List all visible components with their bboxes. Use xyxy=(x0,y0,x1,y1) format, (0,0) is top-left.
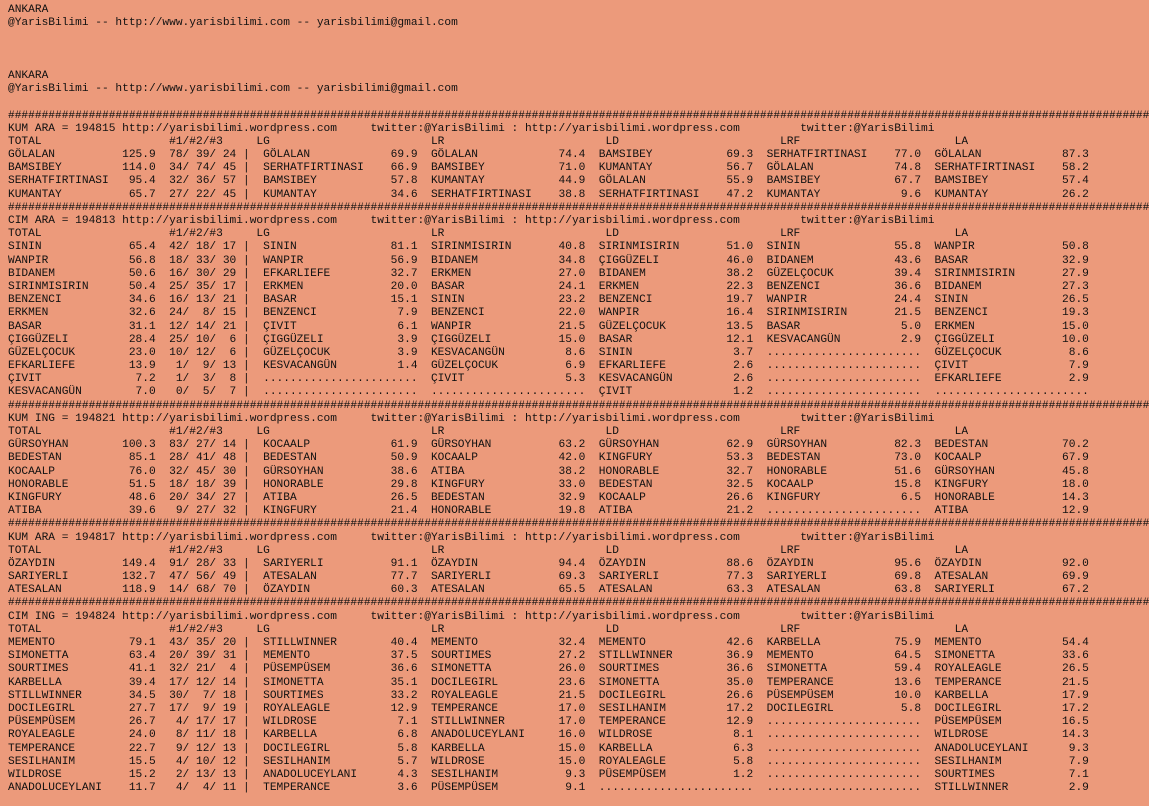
column-header-row: TOTAL #1/#2/#3 LG LR LD LRF LA xyxy=(8,426,969,438)
table-row: DOCILEGIRL 27.7 17/ 9/ 19 | ROYALEAGLE 12.9 TEMPERANCE 17.0 SESILHANIM 17.2 DOCILEGIRL 5.8 DOCILEGIRL 17.2 xyxy=(8,702,1089,715)
section-divider: ########################################################################################################################################################################## xyxy=(8,109,1149,122)
section-divider: ########################################################################################################################################################################## xyxy=(8,518,1149,531)
site-info-line: @YarisBilimi -- http://www.yarisbilimi.com -- yarisbilimi@gmail.com xyxy=(8,83,458,96)
table-row: BENZENCI 34.6 16/ 13/ 21 | BASAR 15.1 SININ 23.2 BENZENCI 19.7 WANPIR 24.4 SININ 26.5 xyxy=(8,294,1089,307)
table-row: SIMONETTA 63.4 20/ 39/ 31 | MEMENTO 37.5 SOURTIMES 27.2 STILLWINNER 36.9 MEMENTO 64.5 SIMONETTA 33.6 xyxy=(8,650,1089,663)
race-header: KUM ARA = 194817 http://yarisbilimi.wordpress.com twitter:@YarisBilimi : http://yarisbilimi.wordpress.com twitter:@YarisBilimi xyxy=(8,531,935,544)
table-row: SININ 65.4 42/ 18/ 17 | SININ 81.1 SIRINMISIRIN 40.8 SIRINMISIRIN 51.0 SININ 55.8 WANPIR 50.8 xyxy=(8,241,1089,254)
column-header-row: TOTAL #1/#2/#3 LG LR LD LRF LA xyxy=(8,135,969,148)
table-row: ROYALEAGLE 24.0 8/ 11/ 18 | KARBELLA 6.8 ANADOLUCEYLANI 16.0 WILDROSE 8.1 ....................... WILDROSE 14.3 xyxy=(8,729,1089,742)
blank-line xyxy=(8,30,1024,43)
section-divider: ########################################################################################################################################################################## xyxy=(8,201,1149,214)
race-header: CIM ING = 194824 http://yarisbilimi.wordpress.com twitter:@YarisBilimi : http://yarisbilimi.wordpress.com twitter:@YarisBilimi xyxy=(8,610,935,623)
table-row: ANADOLUCEYLANI 11.7 4/ 4/ 11 | TEMPERANCE 3.6 PÜSEMPÜSEM 9.1 ....................... ....................... STILLWINNER 2.9 xyxy=(8,782,1089,795)
table-row: TEMPERANCE 22.7 9/ 12/ 13 | DOCILEGIRL 5.8 KARBELLA 15.0 KARBELLA 6.3 ....................... ANADOLUCEYLANI 9.3 xyxy=(8,742,1089,755)
table-row: GÜRSOYHAN 100.3 83/ 27/ 14 | KOCAALP 61.9 GÜRSOYHAN 63.2 GÜRSOYHAN 62.9 GÜRSOYHAN 82.3 BEDESTAN 70.2 xyxy=(8,439,1089,452)
table-row: BEDESTAN 85.1 28/ 41/ 48 | BEDESTAN 50.9 KOCAALP 42.0 KINGFURY 53.3 BEDESTAN 73.0 KOCAALP 67.9 xyxy=(8,452,1089,465)
table-row: SERHATFIRTINASI 95.4 32/ 36/ 57 | BAMSIBEY 57.8 KUMANTAY 44.9 GÖLALAN 55.9 BAMSIBEY 67.7 BAMSIBEY 57.4 xyxy=(8,175,1089,188)
blank-line xyxy=(8,44,1024,57)
table-row: EFKARLIEFE 13.9 1/ 9/ 13 | KESVACANGÜN 1.4 GÜZELÇOCUK 6.9 EFKARLIEFE 2.6 ....................... ÇIVIT 7.9 xyxy=(8,360,1089,373)
table-row: KARBELLA 39.4 17/ 12/ 14 | SIMONETTA 35.1 DOCILEGIRL 23.6 SIMONETTA 35.0 TEMPERANCE 13.6 TEMPERANCE 21.5 xyxy=(8,676,1089,689)
site-info-line: @YarisBilimi -- http://www.yarisbilimi.com -- yarisbilimi@gmail.com xyxy=(8,17,458,30)
table-row: GÜZELÇOCUK 23.0 10/ 12/ 6 | GÜZELÇOCUK 3.9 KESVACANGÜN 8.6 SININ 3.7 ....................... GÜZELÇOCUK 8.6 xyxy=(8,346,1089,359)
column-header-row: TOTAL #1/#2/#3 LG LR LD LRF LA xyxy=(8,228,969,241)
table-row: PÜSEMPÜSEM 26.7 4/ 17/ 17 | WILDROSE 7.1 STILLWINNER 17.0 TEMPERANCE 12.9 ....................... PÜSEMPÜSEM 16.5 xyxy=(8,716,1089,729)
table-row: STILLWINNER 34.5 30/ 7/ 18 | SOURTIMES 33.2 ROYALEAGLE 21.5 DOCILEGIRL 26.6 PÜSEMPÜSEM 10.0 KARBELLA 17.9 xyxy=(8,689,1089,702)
section-divider: ########################################################################################################################################################################## xyxy=(8,399,1149,412)
city-title: ANKARA xyxy=(8,4,49,16)
table-row: ÇIVIT 7.2 1/ 3/ 8 | ....................... ÇIVIT 5.3 KESVACANGÜN 2.6 ....................... EFKARLIEFE 2.9 xyxy=(8,373,1089,386)
blank-line xyxy=(8,96,1024,109)
table-row: ERKMEN 32.6 24/ 8/ 15 | BENZENCI 7.9 BENZENCI 22.0 WANPIR 16.4 SIRINMISIRIN 21.5 BENZENCI 19.3 xyxy=(8,307,1089,320)
table-row: KOCAALP 76.0 32/ 45/ 30 | GÜRSOYHAN 38.6 ATIBA 38.2 HONORABLE 32.7 HONORABLE 51.6 GÜRSOYHAN 45.8 xyxy=(8,465,1089,478)
table-row: BASAR 31.1 12/ 14/ 21 | ÇIVIT 6.1 WANPIR 21.5 GÜZELÇOCUK 13.5 BASAR 5.0 ERKMEN 15.0 xyxy=(8,320,1089,333)
race-header: CIM ARA = 194813 http://yarisbilimi.wordpress.com twitter:@YarisBilimi : http://yarisbilimi.wordpress.com twitter:@YarisBilimi xyxy=(8,215,935,227)
table-row: BIDANEM 50.6 16/ 30/ 29 | EFKARLIEFE 32.7 ERKMEN 27.0 BIDANEM 38.2 GÜZELÇOCUK 39.4 SIRINMISIRIN 27.9 xyxy=(8,267,1089,280)
table-row: KUMANTAY 65.7 27/ 22/ 45 | KUMANTAY 34.6 SERHATFIRTINASI 38.8 SERHATFIRTINASI 47.2 KUMANTAY 9.6 KUMANTAY 26.2 xyxy=(8,188,1089,201)
table-row: SARIYERLI 132.7 47/ 56/ 49 | ATESALAN 77.7 SARIYERLI 69.3 SARIYERLI 77.3 SARIYERLI 69.8 ATESALAN 69.9 xyxy=(8,571,1089,584)
table-row: GÖLALAN 125.9 78/ 39/ 24 | GÖLALAN 69.9 GÖLALAN 74.4 BAMSIBEY 69.3 SERHATFIRTINASI 77.0 GÖLALAN 87.3 xyxy=(8,149,1089,162)
table-row: MEMENTO 79.1 43/ 35/ 20 | STILLWINNER 40.4 MEMENTO 32.4 MEMENTO 42.6 KARBELLA 75.9 MEMENTO 54.4 xyxy=(8,637,1089,649)
column-header-row: TOTAL #1/#2/#3 LG LR LD LRF LA xyxy=(8,544,969,557)
race-header: KUM ARA = 194815 http://yarisbilimi.wordpress.com twitter:@YarisBilimi : http://yarisbilimi.wordpress.com twitter:@YarisBilimi xyxy=(8,122,935,135)
table-row: SIRINMISIRIN 50.4 25/ 35/ 17 | ERKMEN 20.0 BASAR 24.1 ERKMEN 22.3 BENZENCI 36.6 BIDANEM 27.3 xyxy=(8,280,1089,293)
race-header: KUM ING = 194821 http://yarisbilimi.wordpress.com twitter:@YarisBilimi : http://yarisbilimi.wordpress.com twitter:@YarisBilimi xyxy=(8,412,935,425)
blank-line xyxy=(8,57,1024,70)
table-row: WANPIR 56.8 18/ 33/ 30 | WANPIR 56.9 BIDANEM 34.8 ÇIGGÜZELI 46.0 BIDANEM 43.6 BASAR 32.9 xyxy=(8,254,1089,267)
table-row: ÇIGGÜZELI 28.4 25/ 10/ 6 | ÇIGGÜZELI 3.9 ÇIGGÜZELI 15.0 BASAR 12.1 KESVACANGÜN 2.9 ÇIGGÜZELI 10.0 xyxy=(8,333,1089,346)
table-row: ATIBA 39.6 9/ 27/ 32 | KINGFURY 21.4 HONORABLE 19.8 ATIBA 21.2 ....................... ATIBA 12.9 xyxy=(8,505,1089,518)
section-divider: ########################################################################################################################################################################## xyxy=(8,597,1149,610)
table-row: WILDROSE 15.2 2/ 13/ 13 | ANADOLUCEYLANI 4.3 SESILHANIM 9.3 PÜSEMPÜSEM 1.2 ....................... SOURTIMES 7.1 xyxy=(8,768,1089,781)
table-row: KESVACANGÜN 7.0 0/ 5/ 7 | ....................... ....................... ÇIVIT 1.2 ....................... ....................... xyxy=(8,386,1089,399)
column-header-row: TOTAL #1/#2/#3 LG LR LD LRF LA xyxy=(8,623,969,636)
table-row: BAMSIBEY 114.0 34/ 74/ 45 | SERHATFIRTINASI 66.9 BAMSIBEY 71.0 KUMANTAY 56.7 GÖLALAN 74.8 SERHATFIRTINASI 58.2 xyxy=(8,162,1089,175)
table-row: KINGFURY 48.6 20/ 34/ 27 | ATIBA 26.5 BEDESTAN 32.9 KOCAALP 26.6 KINGFURY 6.5 HONORABLE 14.3 xyxy=(8,491,1089,504)
table-row: ÖZAYDIN 149.4 91/ 28/ 33 | SARIYERLI 91.1 ÖZAYDIN 94.4 ÖZAYDIN 88.6 ÖZAYDIN 95.6 ÖZAYDIN 92.0 xyxy=(8,557,1089,570)
city-title: ANKARA xyxy=(8,69,49,82)
table-row: SOURTIMES 41.1 32/ 21/ 4 | PÜSEMPÜSEM 36.6 SIMONETTA 26.0 SOURTIMES 36.6 SIMONETTA 59.4 ROYALEAGLE 26.5 xyxy=(8,663,1089,676)
table-row: HONORABLE 51.5 18/ 18/ 39 | HONORABLE 29.8 KINGFURY 33.0 BEDESTAN 32.5 KOCAALP 15.8 KINGFURY 18.0 xyxy=(8,478,1089,491)
table-row: ATESALAN 118.9 14/ 68/ 70 | ÖZAYDIN 60.3 ATESALAN 65.5 ATESALAN 63.3 ATESALAN 63.8 SARIYERLI 67.2 xyxy=(8,584,1089,597)
table-row: SESILHANIM 15.5 4/ 10/ 12 | SESILHANIM 5.7 WILDROSE 15.0 ROYALEAGLE 5.8 ....................... SESILHANIM 7.9 xyxy=(8,755,1089,768)
